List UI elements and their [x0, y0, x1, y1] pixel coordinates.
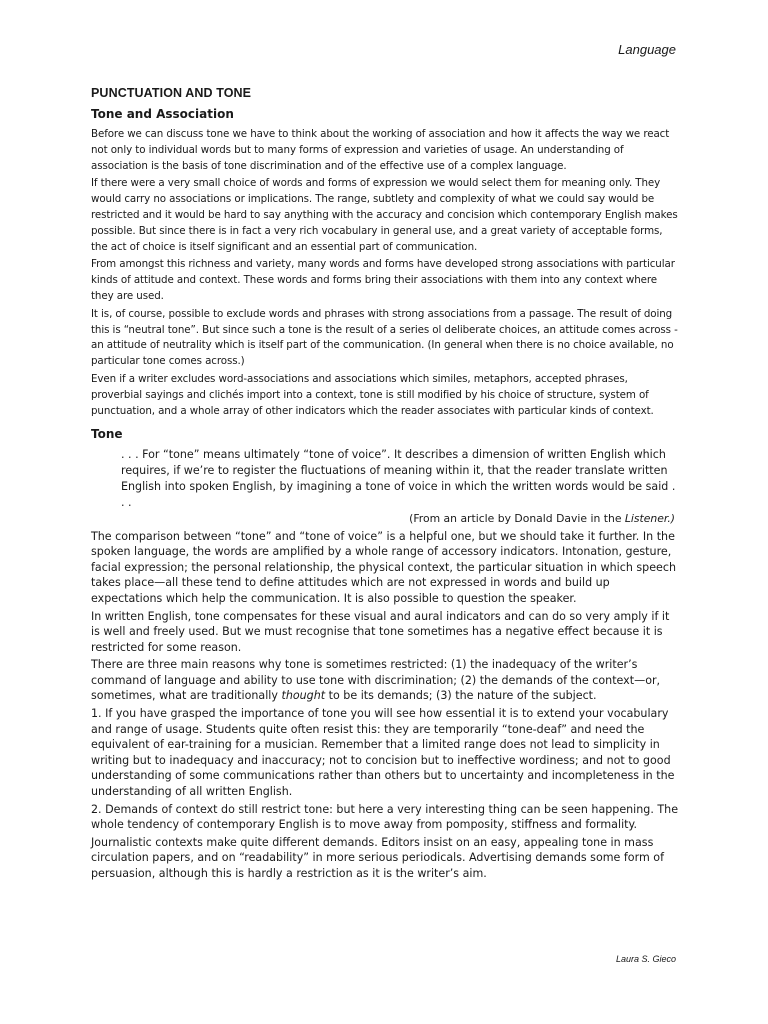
paragraph: It is, of course, possible to exclude words and phrases with strong associations from a passage. The result of doing this is “neutral tone”. But since such a tone is the result of a series ol deliberate choices, an attitude comes across - an attitude of neutrality which is itself part of the communication. (In general when there is no choice available, no particular tone comes across.) — [91, 307, 678, 368]
paragraph: Journalistic contexts make quite different demands. Editors insist on an easy, appealing tone in mass circulation papers, and on “readability” in more serious periodicals. Advertising demands some form of persuasion, although this is hardly a restriction as it is the writer’s aim. — [91, 835, 664, 880]
document-body — [91, 86, 679, 884]
reasons-emphasis: thought — [281, 689, 326, 703]
paragraph: 2. Demands of context do still restrict tone: but here a very interesting thing can be seen happening. The whole tendency of contemporary English is to move away from pomposity, stiffness and formality. — [91, 802, 679, 832]
paragraph: From amongst this richness and variety, many words and forms have developed strong associations with particular kinds of attitude and context. These words and forms bring their associations with them into any context where they are used. — [91, 258, 675, 302]
reasons-text-end: to be its demands; (3) the nature of the subject. — [325, 689, 597, 703]
paragraph: Before we can discuss tone we have to think about the working of association and how it affects the way we react not only to individual words but to many forms of expression and varieties of usage. An understanding of association is the basis of tone discrimination and of the effective use of a complex language. — [91, 128, 670, 172]
running-header: Language — [618, 42, 676, 57]
section-heading-tone-and-association: Tone and Association — [91, 107, 234, 121]
attribution-text: (From an article by Donald Davie in the — [409, 511, 625, 525]
paragraph-reasons — [91, 657, 679, 704]
document-title: PUNCTUATION AND TONE — [91, 86, 252, 100]
paragraph: Even if a writer excludes word-associations and associations which similes, metaphors, accepted phrases, proverbial sayings and clichés import into a context, tone is still modified by his choice of structure, system of punctuation, and a whole array of other indicators which the reader associates with particular kinds of context. — [91, 372, 654, 417]
paragraph: In written English, tone compensates for these visual and aural indicators and can do so very amply if it is well and freely used. But we must recognise that tone sometimes has a negative effect because it is restricted for some reason. — [91, 609, 670, 654]
attribution-publication: Listener.) — [624, 511, 675, 525]
paragraph: If there were a very small choice of words and forms of expression we would select them for meaning only. They would carry no associations or implications. The range, subtlety and complexity of what we could say would be restricted and it would be hard to say anything with the accuracy and concision which contemporary English makes possible. But since there is in fact a very rich vocabulary in general use, and a great variety of acceptable forms, the act of choice is itself significant and an essential part of communication. — [91, 177, 678, 253]
section-heading-tone: Tone — [91, 427, 123, 442]
paragraph: 1. If you have grasped the importance of tone you will see how essential it is to extend your vocabulary and range of usage. Students quite often resist this: they are temporarily “tone-deaf” and need the equivalent of ear-training for a musician. Remember that a limited range does not lead to simplicity in writing but to inadequacy and inaccuracy; not to concision but to ineffective wordiness; and not to good understanding of some communications rather than others but to uncertainty and incompleteness in the understanding of all written English. — [91, 707, 675, 799]
block-quote: . . . For “tone” means ultimately “tone of voice”. It describes a dimension of written English which requires, if we’re to register the fluctuations of meaning within it, that the reader translate written English into spoken English, by imagining a tone of voice in which the written words would be said . . . — [121, 448, 676, 509]
reasons-text-start: There are three main reasons why tone is sometimes restricted: (1) the inadequacy of the writer’s command of language and ability to use tone with discrimination; (2) the demands of the context—or, sometimes, what are traditionally — [91, 658, 661, 703]
paragraph: The comparison between “tone” and “tone of voice” is a helpful one, but we should take it further. In the spoken language, the words are amplified by a whole range of accessory indicators. Intonation, gesture, facial expression; the personal relationship, the physical context, the particular situation in which speech takes place—all these tend to define attitudes which are not expressed in words and build up expectations which help the communication. It is also possible to question the speaker. — [91, 529, 676, 605]
page-footer-author: Laura S. Gieco — [615, 954, 676, 964]
quote-attribution — [91, 511, 679, 526]
